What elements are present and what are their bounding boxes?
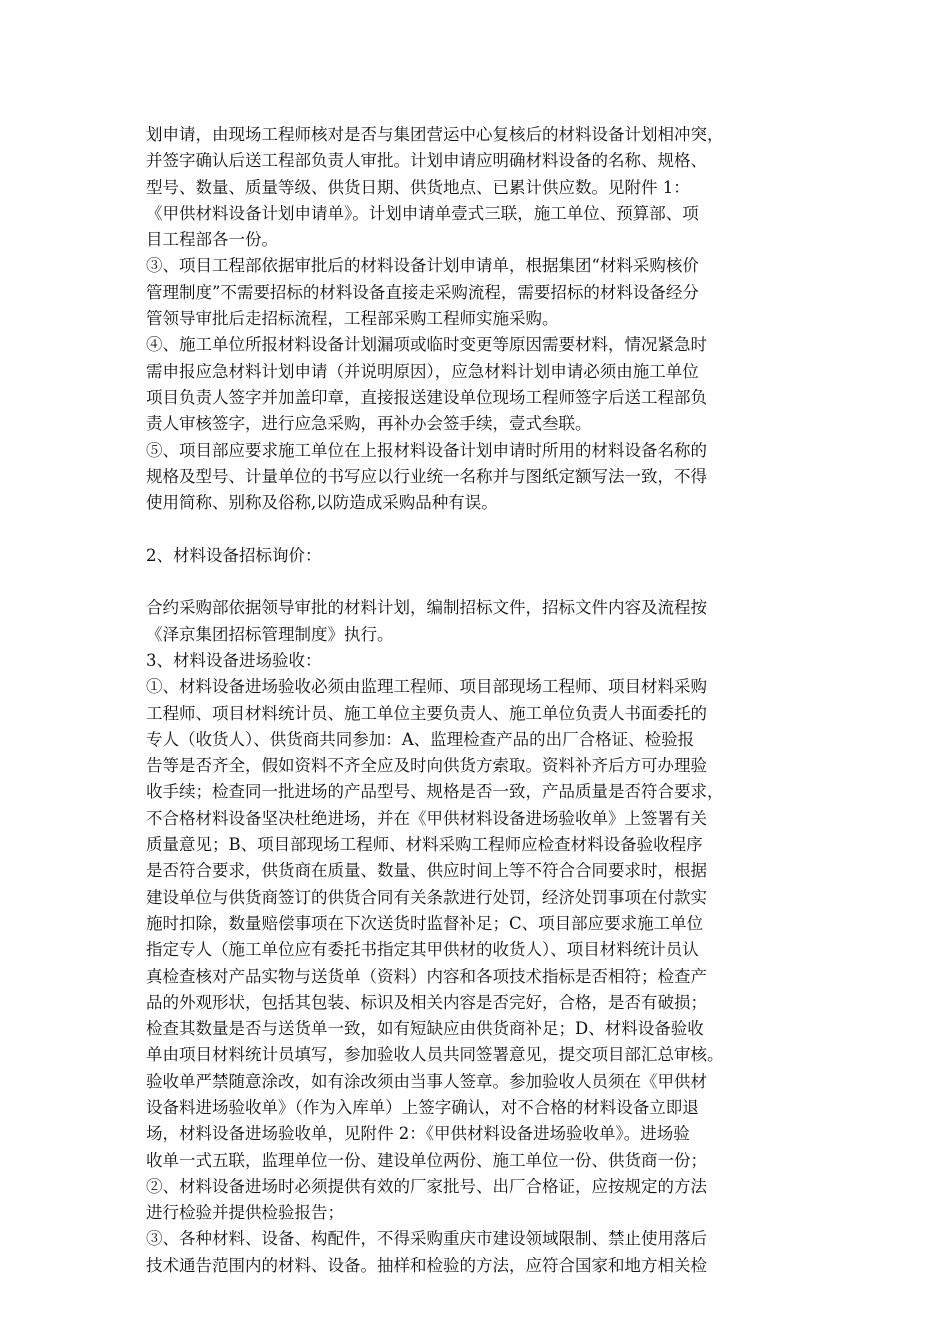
text-line: 进行检验并提供检验报告； bbox=[146, 1203, 344, 1223]
text-line: 2、材料设备招标询价： bbox=[146, 545, 322, 565]
text-line: 设备料进场验收单》（作为入库单）上签字确认，对不合格的材料设备立即退 bbox=[146, 1097, 699, 1117]
text-line: 项目负责人签字并加盖印章，直接报送建设单位现场工程师签字后送工程部负 bbox=[146, 387, 707, 407]
text-line: ④、施工单位所报材料设备计划漏项或临时变更等原因需要材料，情况紧急时 bbox=[146, 335, 707, 355]
text-line: 品的外观形状，包括其包装、标识及相关内容是否完好，合格，是否有破损； bbox=[146, 992, 707, 1012]
text-line: 3、材料设备进场验收： bbox=[146, 650, 322, 670]
blank-line bbox=[146, 569, 816, 595]
text-line: 建设单位与供货商签订的供货合同有关条款进行处罚，经济处罚事项在付款实 bbox=[146, 887, 707, 907]
text-line: 不合格材料设备坚决杜绝进场，并在《甲供材料设备进场验收单》上签署有关 bbox=[146, 808, 707, 828]
blank-line bbox=[146, 516, 816, 542]
text-line: 技术通告范围内的材料、设备。抽样和检验的方法，应符合国家和地方相关检 bbox=[146, 1255, 707, 1275]
text-line: ①、材料设备进场验收必须由监理工程师、项目部现场工程师、项目材料采购 bbox=[146, 677, 707, 697]
text-line: 专人（收货人）、供货商共同参加：A、监理检查产品的出厂合格证、检验报 bbox=[146, 729, 695, 749]
text-line: 管领导审批后走招标流程，工程部采购工程师实施采购。 bbox=[146, 309, 559, 329]
text-line: 《泽京集团招标管理制度》执行。 bbox=[146, 624, 394, 644]
text-line: 合约采购部依据领导审批的材料计划，编制招标文件，招标文件内容及流程按 bbox=[146, 598, 707, 618]
text-line: ②、材料设备进场时必须提供有效的厂家批号、出厂合格证，应按规定的方法 bbox=[146, 1176, 707, 1196]
text-line: 管理制度”不需要招标的材料设备直接走采购流程，需要招标的材料设备经分 bbox=[146, 282, 699, 302]
text-line: 单由项目材料统计员填写，参加验收人员共同签署意见，提交项目部汇总审核。 bbox=[146, 1045, 724, 1065]
text-line: ③、项目工程部依据审批后的材料设备计划申请单，根据集团“材料采购核价 bbox=[146, 256, 699, 276]
document-page bbox=[146, 122, 816, 1279]
text-line: 工程师、项目材料统计员、施工单位主要负责人、施工单位负责人书面委托的 bbox=[146, 703, 707, 723]
text-line: 检查其数量是否与送货单一致，如有短缺应由供货商补足；D、材料设备验收 bbox=[146, 1019, 704, 1039]
text-line: 告等是否齐全，假如资料不齐全应及时向供货方索取。资料补齐后方可办理验 bbox=[146, 756, 707, 776]
text-line: 并签字确认后送工程部负责人审批。计划申请应明确材料设备的名称、规格、 bbox=[146, 151, 707, 171]
text-line: 是否符合要求，供货商在质量、数量、供应时间上等不符合合同要求时，根据 bbox=[146, 861, 707, 881]
text-line: 真检查核对产品实物与送货单（资料）内容和各项技术指标是否相符；检查产 bbox=[146, 966, 707, 986]
text-line: 收单一式五联，监理单位一份、建设单位两份、施工单位一份、供货商一份； bbox=[146, 1150, 707, 1170]
text-line: 划申请，由现场工程师核对是否与集团营运中心复核后的材料设备计划相冲突， bbox=[146, 125, 724, 144]
text-line: 收手续；检查同一批进场的产品型号、规格是否一致，产品质量是否符合要求， bbox=[146, 782, 724, 802]
text-line: 目工程部各一份。 bbox=[146, 230, 278, 250]
text-line: ⑤、项目部应要求施工单位在上报材料设备计划申请时所用的材料设备名称的 bbox=[146, 440, 707, 460]
text-line: 需申报应急材料计划申请（并说明原因），应急材料计划申请必须由施工单位 bbox=[146, 361, 699, 381]
text-line: 使用简称、别称及俗称,以防造成采购品种有误。 bbox=[146, 493, 498, 513]
text-line: 《甲供材料设备计划申请单》。计划申请单壹式三联，施工单位、预算部、项 bbox=[146, 203, 699, 223]
text-line: 指定专人（施工单位应有委托书指定其甲供材的收货人）、项目材料统计员认 bbox=[146, 940, 699, 960]
text-line: 场，材料设备进场验收单，见附件 2：《甲供材料设备进场验收单》。进场验 bbox=[146, 1124, 690, 1144]
text-line: 责人审核签字，进行应急采购，再补办会签手续，壹式叁联。 bbox=[146, 414, 592, 434]
text-line: 规格及型号、计量单位的书写应以行业统一名称并与图纸定额写法一致，不得 bbox=[146, 466, 707, 486]
text-line: ③、各种材料、设备、构配件，不得采购重庆市建设领域限制、禁止使用落后 bbox=[146, 1229, 707, 1249]
text-line: 验收单严禁随意涂改，如有涂改须由当事人签章。参加验收人员须在《甲供材 bbox=[146, 1071, 707, 1091]
text-line: 施时扣除，数量赔偿事项在下次送货时监督补足；C、项目部应要求施工单位 bbox=[146, 913, 704, 933]
text-line: 型号、数量、质量等级、供货日期、供货地点、已累计供应数。见附件 1： bbox=[146, 177, 690, 197]
text-line: 质量意见；B、项目部现场工程师、材料采购工程师应检查材料设备验收程序 bbox=[146, 835, 703, 855]
